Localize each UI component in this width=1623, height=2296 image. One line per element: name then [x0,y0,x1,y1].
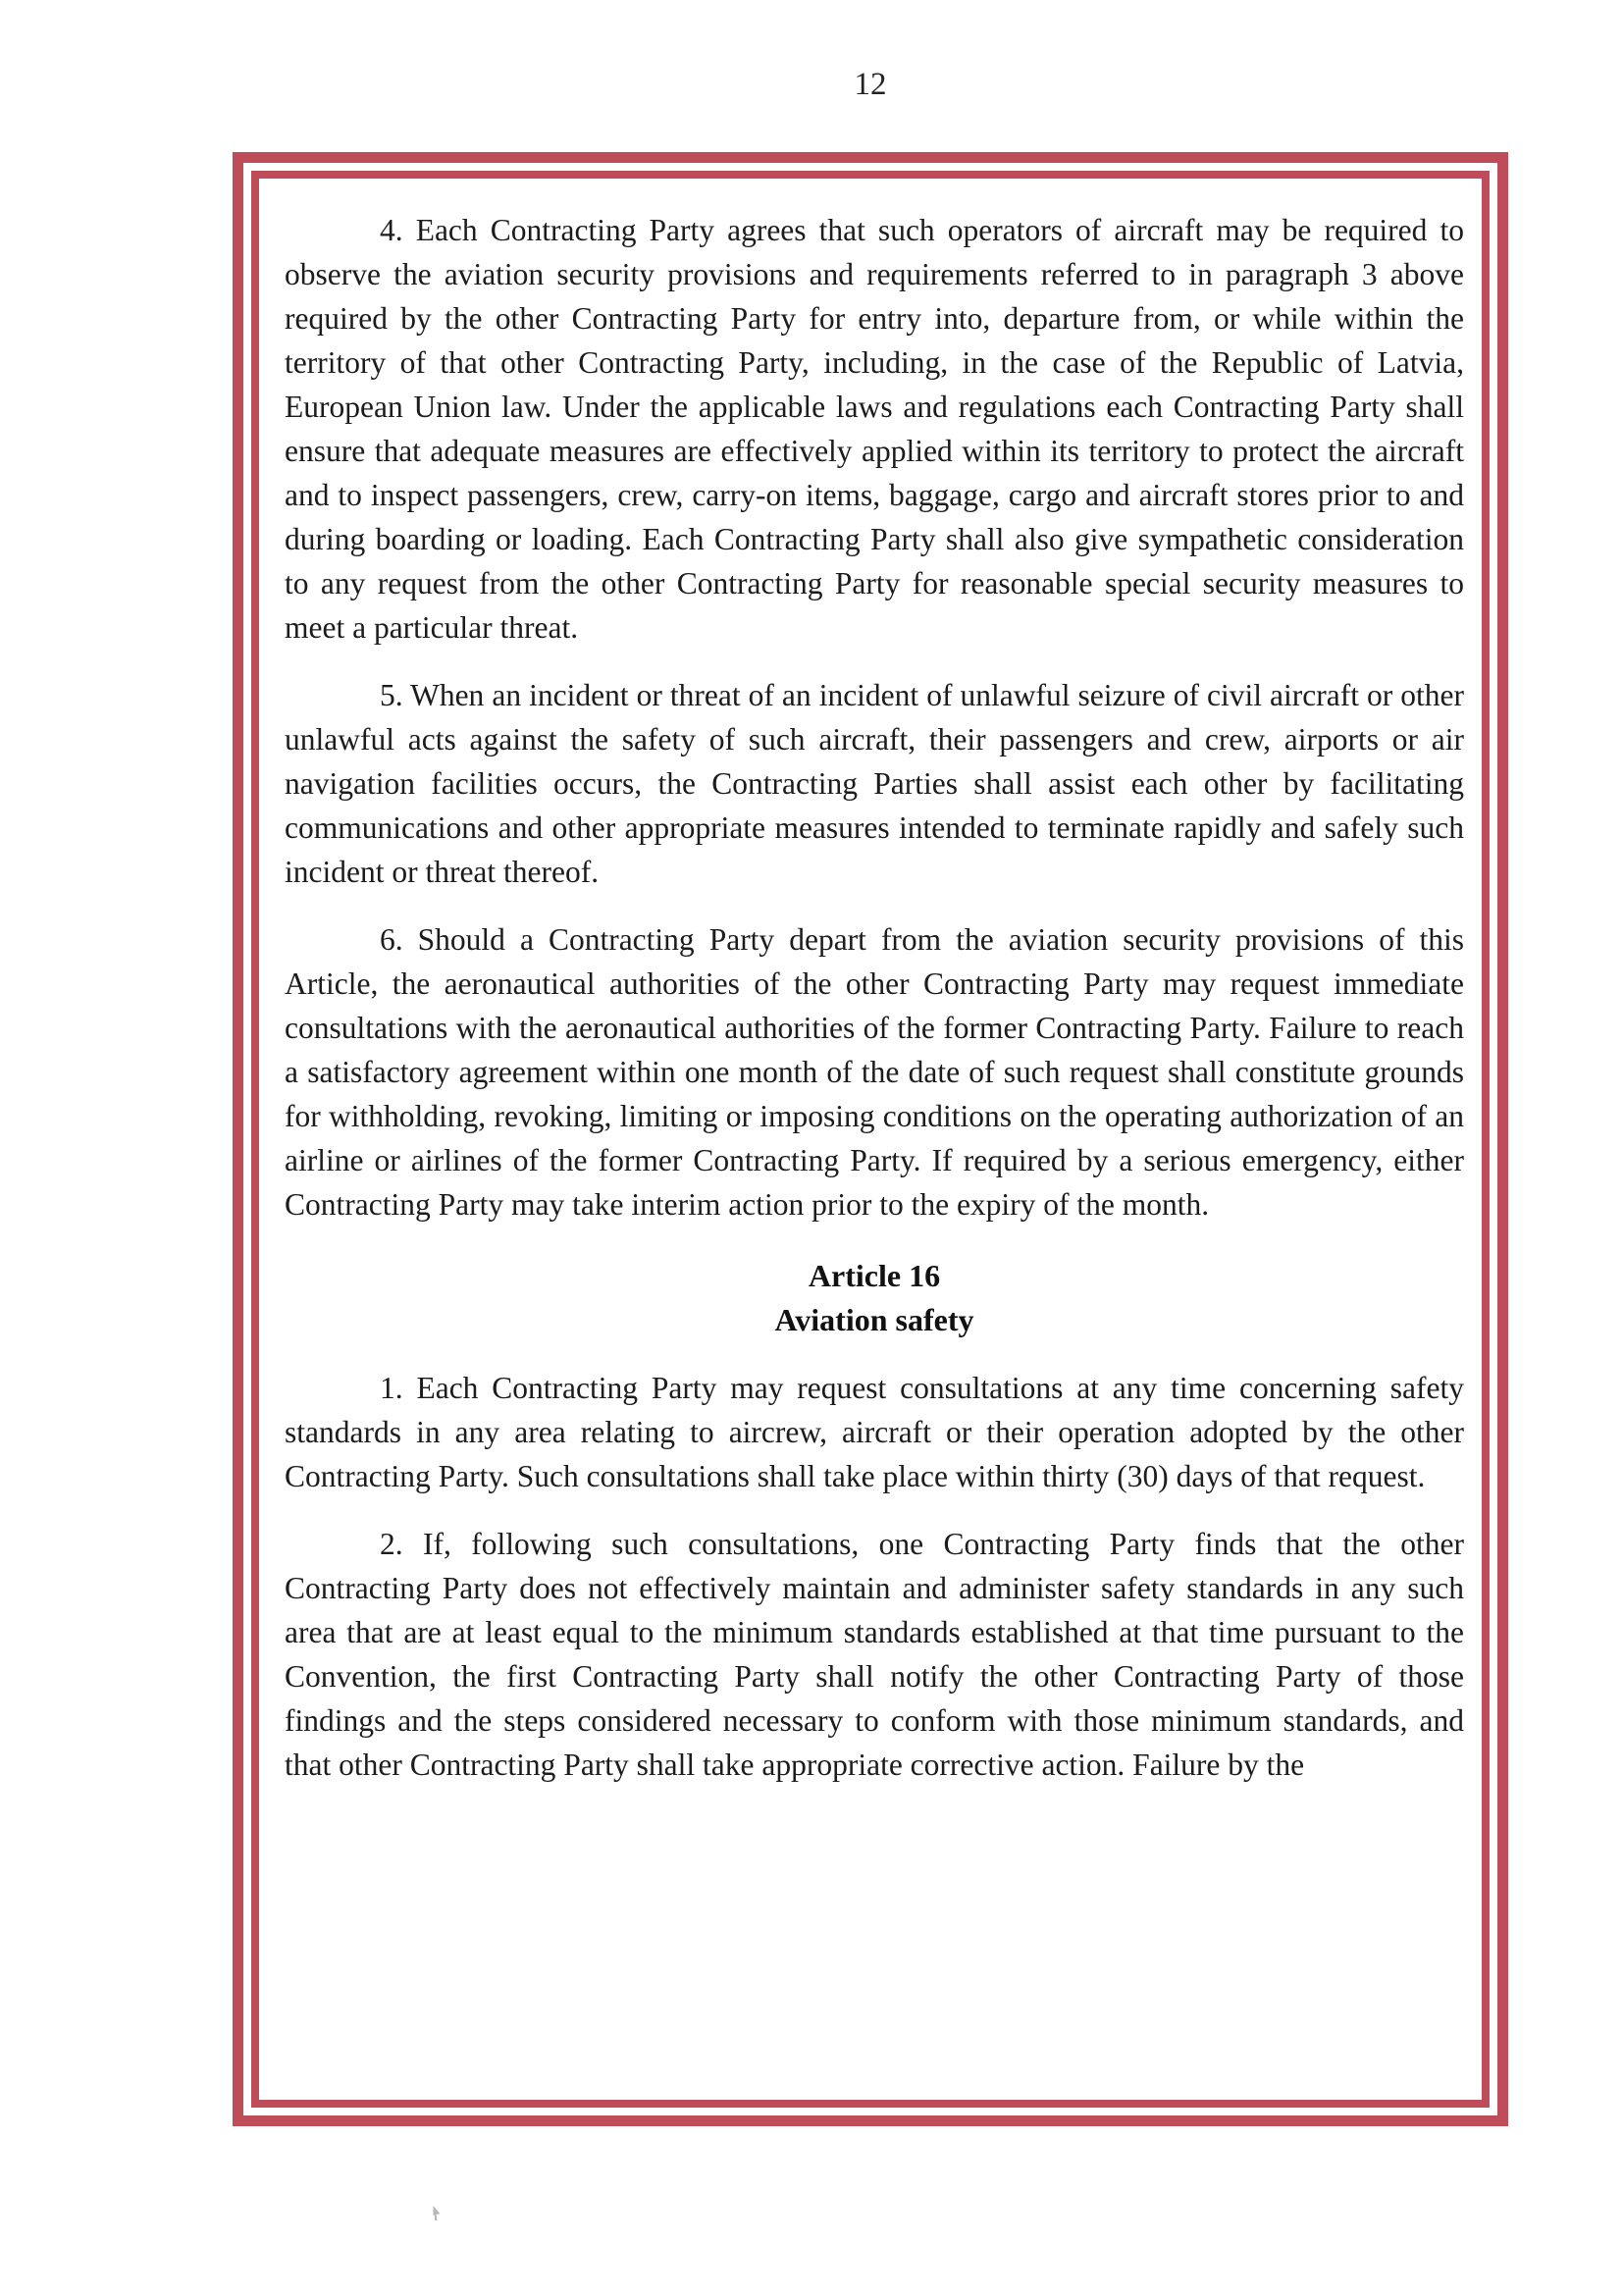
page-number: 12 [854,67,887,102]
paragraph-5: 5. When an incident or threat of an incident of unlawful seizure of civil aircraft or other unlawful acts against the safety of such aircraft, their passengers and crew, airports or air navigation facilities occurs, the Contracting Parties shall assist each other by facilitating communications and other appropriate measures intended to terminate rapidly and safely such incident or threat thereof. [285,678,1464,889]
paragraph-6: 6. Should a Contracting Party depart from the aviation security provisions of this Article, the aeronautical authorities of the other Contracting Party may request immediate consultations with the aeronautical authorities of the former Contracting Party. Failure to reach a satisfactory agreement within one month of the date of such request shall constitute grounds for withholding, revoking, limiting or imposing conditions on the operating authorization of an airline or airlines of the former Contracting Party. If required by a serious emergency, either Contracting Party may take interim action prior to the expiry of the month. [285,922,1464,1222]
article-16-heading [285,1254,1464,1342]
outer-border-frame [233,152,1508,2126]
paragraph-4: 4. Each Contracting Party agrees that such operators of aircraft may be required to observe the aviation security provisions and requirements referred to in paragraph 3 above required by the other Contracting Party for entry into, departure from, or while within the territory of that other Contracting Party, including, in the case of the Republic of Latvia, European Union law. Under the applicable laws and regulations each Contracting Party shall ensure that adequate measures are effectively applied within its territory to protect the aircraft and to inspect passengers, crew, carry-on items, baggage, cargo and aircraft stores prior to and during boarding or loading. Each Contracting Party shall also give sympathetic consideration to any request from the other Contracting Party for reasonable special security measures to meet a particular threat. [285,213,1464,645]
stray-cursor-mark [432,2206,442,2220]
inner-border-frame [251,171,1490,2108]
paragraph-2: 2. If, following such consultations, one Contracting Party finds that the other Contracting Party does not effectively maintain and administer safety standards in any such area that are at least equal to the minimum standards established at that time pursuant to the Convention, the first Contracting Party shall notify the other Contracting Party of those findings and the steps considered necessary to conform with those minimum standards, and that other Contracting Party shall take appropriate corrective action. Failure by the [285,1527,1464,1782]
paragraph-1: 1. Each Contracting Party may request consultations at any time concerning safety standards in any area relating to aircrew, aircraft or their operation adopted by the other Contracting Party. Such consultations shall take place within thirty (30) days of that request. [285,1371,1464,1493]
article-title-line: Aviation safety [774,1302,974,1337]
article-number-line: Article 16 [808,1258,941,1293]
page-content [285,208,1464,1787]
